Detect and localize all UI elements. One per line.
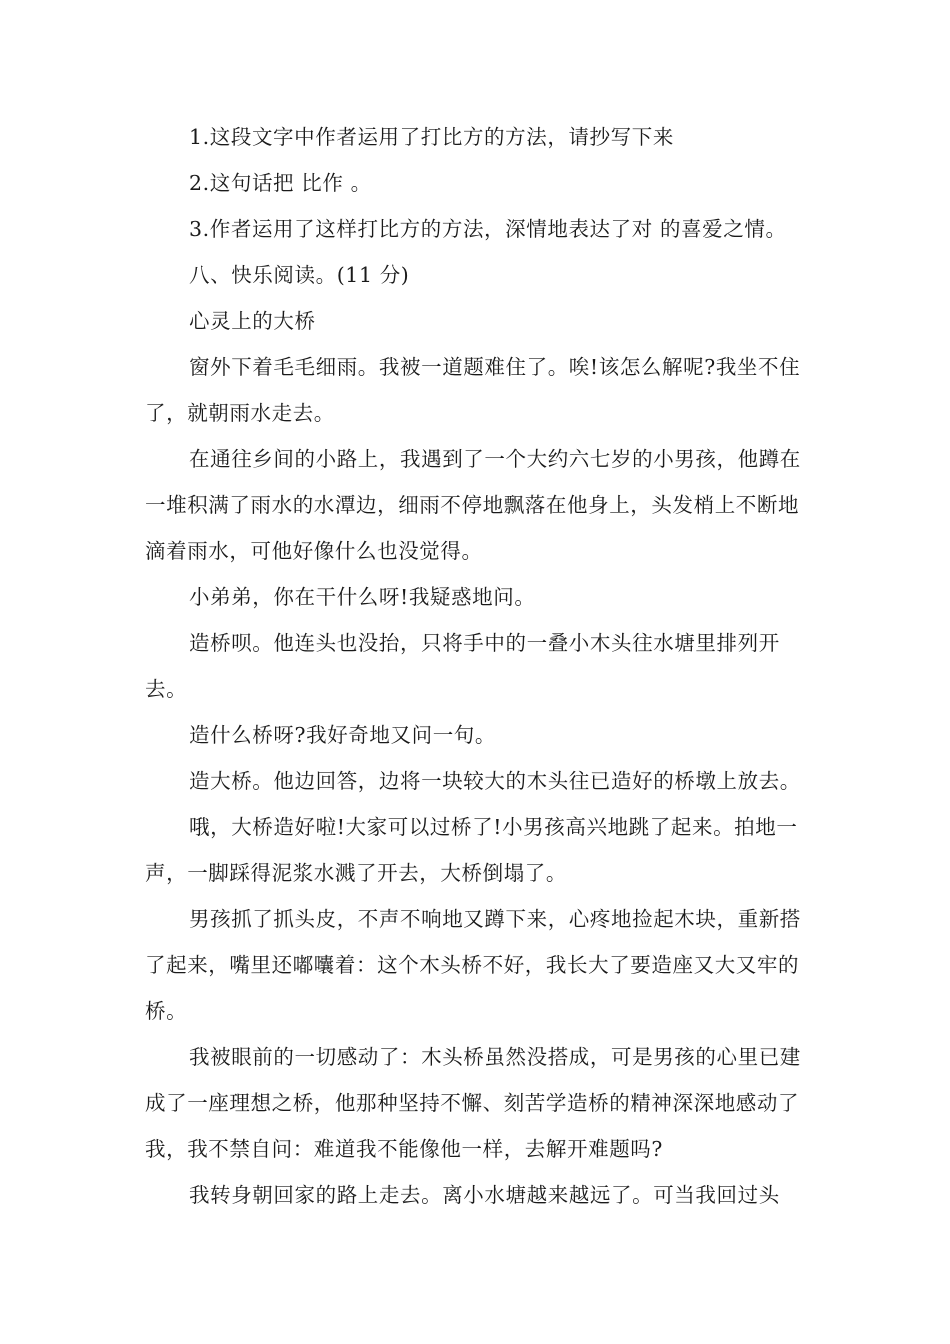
document-body [145, 114, 813, 1218]
story-paragraph: 造桥呗。他连头也没抬，只将手中的一叠小木头往水塘里排列开去。 [145, 631, 780, 701]
story-paragraph: 哦，大桥造好啦!大家可以过桥了!小男孩高兴地跳了起来。拍地一声，一脚踩得泥浆水溅了开去，大桥倒塌了。 [145, 815, 798, 885]
section-heading: 八、快乐阅读。(11 分) [189, 263, 410, 287]
story-paragraph: 我转身朝回家的路上走去。离小水塘越来越远了。可当我回过头 [189, 1183, 780, 1207]
story-title: 心灵上的大桥 [189, 309, 316, 333]
story-paragraph: 造什么桥呀?我好奇地又问一句。 [189, 723, 496, 747]
question-3: 3.作者运用了这样打比方的方法，深情地表达了对 的喜爱之情。 [189, 217, 787, 241]
story-paragraph: 在通往乡间的小路上，我遇到了一个大约六七岁的小男孩，他蹲在一堆积满了雨水的水潭边，细雨不停地飘落在他身上，头发梢上不断地滴着雨水，可他好像什么也没觉得。 [145, 447, 801, 563]
story-paragraph: 窗外下着毛毛细雨。我被一道题难住了。唉!该怎么解呢?我坐不住了，就朝雨水走去。 [145, 355, 801, 425]
story-paragraph: 小弟弟，你在干什么呀!我疑惑地问。 [189, 585, 536, 609]
question-2: 2.这句话把 比作 。 [189, 171, 372, 195]
story-paragraph: 我被眼前的一切感动了：木头桥虽然没搭成，可是男孩的心里已建成了一座理想之桥，他那种坚持不懈、刻苦学造桥的精神深深地感动了我，我不禁自问：难道我不能像他一样，去解开难题吗? [145, 1045, 801, 1161]
story-paragraph: 男孩抓了抓头皮，不声不响地又蹲下来，心疼地捡起木块，重新搭了起来，嘴里还嘟囔着：这个木头桥不好，我长大了要造座又大又牢的桥。 [145, 907, 801, 1023]
question-1: 1.这段文字中作者运用了打比方的方法，请抄写下来 [189, 125, 674, 149]
story-paragraph: 造大桥。他边回答，边将一块较大的木头往已造好的桥墩上放去。 [189, 769, 801, 793]
